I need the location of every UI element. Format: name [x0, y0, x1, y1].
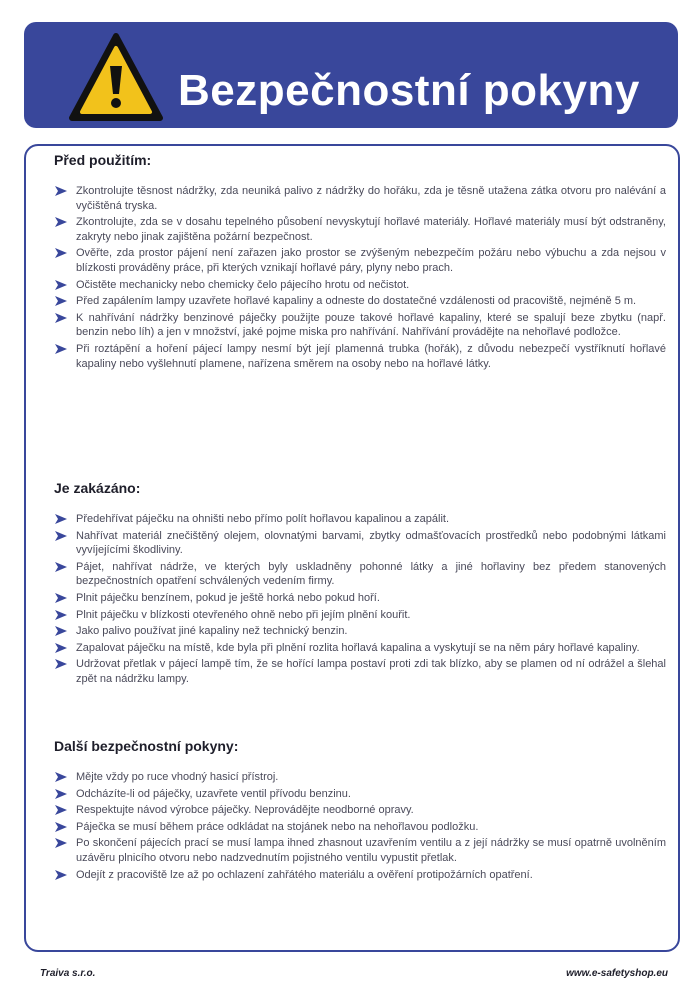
list-item: Odejít z pracoviště lze až po ochlazení zahřátého materiálu a ověření protipožárních opatření. — [54, 868, 666, 883]
list-item: Odcházíte-li od páječky, uzavřete ventil přívodu benzinu. — [54, 787, 666, 802]
list-item: K nahřívání nádržky benzinové páječky použijte pouze takové hořlavé kapaliny, které se spalují beze zbytku (např. benzin nebo líh) a jen v množství, jaké pojme miska pro nahřívání. Nahřívání provádějte na nehořlavé podložce. — [54, 311, 666, 340]
list-item: Mějte vždy po ruce vhodný hasicí přístroj. — [54, 770, 666, 785]
list-item: Jako palivo používat jiné kapaliny než technický benzin. — [54, 624, 666, 639]
arrow-bullet-icon — [54, 247, 68, 259]
arrow-bullet-icon — [54, 216, 68, 228]
header-band — [24, 22, 678, 128]
arrow-bullet-icon — [54, 185, 68, 197]
list-item: Po skončení pájecích prací se musí lampa ihned zhasnout uzavřením ventilu a z její nádržky se musí opatrně uvolněním uzávěru plnicího otvoru nebo nadzvednutím pojistného ventilu vypustit přetlak. — [54, 836, 666, 865]
footer-website: www.e-safetyshop.eu — [566, 968, 668, 979]
list-item: Plnit páječku v blízkosti otevřeného ohně nebo při jejím plnění kouřit. — [54, 608, 666, 623]
list-item: Pájet, nahřívat nádrže, ve kterých byly uskladněny pohonné látky a jiné hořlaviny bez předem stanovených bezpečnostních opatření schválených vedením firmy. — [54, 560, 666, 589]
arrow-bullet-icon — [54, 279, 68, 291]
arrow-bullet-icon — [54, 561, 68, 573]
section-heading-before-use: Před použitím: — [54, 152, 152, 168]
arrow-bullet-icon — [54, 609, 68, 621]
list-item: Ověřte, zda prostor pájení není zařazen jako prostor se zvýšeným nebezpečím požáru nebo výbuchu a zda nejsou v blízkosti prováděny práce, při kterých vznikají hořlavé páry, plyny nebo prach. — [54, 246, 666, 275]
arrow-bullet-icon — [54, 592, 68, 604]
arrow-bullet-icon — [54, 821, 68, 833]
arrow-bullet-icon — [54, 771, 68, 783]
list-item: Zapalovat páječku na místě, kde byla při plnění rozlita hořlavá kapalina a vyskytují se na něm páry hořlavé kapaliny. — [54, 641, 666, 656]
arrow-bullet-icon — [54, 343, 68, 355]
arrow-bullet-icon — [54, 513, 68, 525]
arrow-bullet-icon — [54, 295, 68, 307]
arrow-bullet-icon — [54, 837, 68, 849]
arrow-bullet-icon — [54, 804, 68, 816]
list-further-instructions — [54, 770, 666, 884]
list-item: Při roztápění a hoření pájecí lampy nesmí být její plamenná trubka (hořák), z důvodu nebezpečí vystříknutí hořlavé kapaliny nebo vyšlehnutí plamene, nařízena směrem na osoby nebo na hořlavé látky. — [54, 342, 666, 371]
footer-company: Traiva s.r.o. — [40, 968, 96, 979]
list-item: Páječka se musí během práce odkládat na stojánek nebo na nehořlavou podložku. — [54, 820, 666, 835]
arrow-bullet-icon — [54, 625, 68, 637]
list-before-use — [54, 184, 666, 373]
list-item: Zkontrolujte, zda se v dosahu tepelného působení nevyskytují hořlavé materiály. Hořlavé materiály musí být odstraněny, zakryty nebo jinak zajištěna požární bezpečnost. — [54, 215, 666, 244]
arrow-bullet-icon — [54, 642, 68, 654]
list-item: Předehřívat páječku na ohništi nebo přímo polít hořlavou kapalinou a zapálit. — [54, 512, 666, 527]
arrow-bullet-icon — [54, 312, 68, 324]
page-title: Bezpečnostní pokyny — [178, 66, 640, 115]
list-item: Udržovat přetlak v pájecí lampě tím, že se hořící lampa postaví proti zdi tak blízko, aby se plamen od ní odrážel a šlehal zpět na nádržku lampy. — [54, 657, 666, 686]
arrow-bullet-icon — [54, 658, 68, 670]
list-item: Respektujte návod výrobce páječky. Neprovádějte neodborné opravy. — [54, 803, 666, 818]
arrow-bullet-icon — [54, 869, 68, 881]
list-item: Plnit páječku benzínem, pokud je ještě horká nebo pokud hoří. — [54, 591, 666, 606]
list-item: Zkontrolujte těsnost nádržky, zda neuniká palivo z nádržky do hořáku, zda je těsně utažena zátka otvoru pro nalévání a vyčištěná tryska. — [54, 184, 666, 213]
list-prohibited — [54, 512, 666, 689]
arrow-bullet-icon — [54, 530, 68, 542]
list-item: Nahřívat materiál znečištěný olejem, olovnatými barvami, zbytky odmašťovacích prostředků nebo podobnými látkami vyvíjejícími škodliviny. — [54, 529, 666, 558]
arrow-bullet-icon — [54, 788, 68, 800]
section-heading-further-instructions: Další bezpečnostní pokyny: — [54, 738, 239, 754]
warning-triangle-icon — [68, 32, 164, 124]
list-item: Před zapálením lampy uzavřete hořlavé kapaliny a odneste do dostatečné vzdálenosti od pracoviště, nejméně 5 m. — [54, 294, 666, 309]
list-item: Očistěte mechanicky nebo chemicky čelo pájecího hrotu od nečistot. — [54, 278, 666, 293]
section-heading-prohibited: Je zakázáno: — [54, 480, 141, 496]
